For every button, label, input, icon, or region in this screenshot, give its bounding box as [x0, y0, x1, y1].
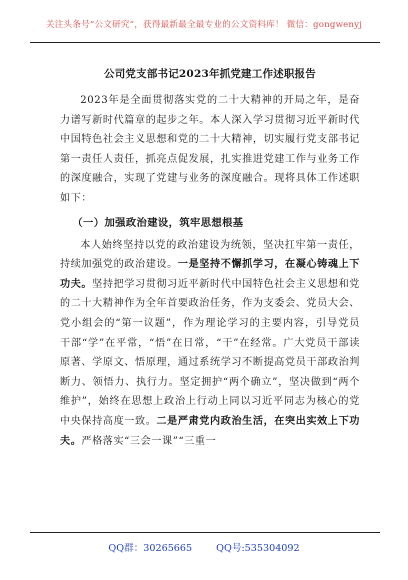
header-divider	[30, 42, 380, 43]
qq-group: QQ群：30265665	[108, 543, 193, 554]
bold-point-one: 一是坚持不懈抓学习，在凝心铸魂上下功夫。	[60, 259, 361, 290]
header-banner: 关注头条号“公文研究”，获得最新最全最专业的公文资料库！ 微信：gongwenyj	[45, 20, 363, 30]
paragraph-text: 严格落实“三会一课”“三重一	[81, 435, 217, 447]
footer-contact	[0, 540, 408, 554]
paragraph-text: 本人始终坚持以党的政治建设为统领，坚决扛牢第一责任，持续加强党的政治建设。	[60, 239, 360, 271]
paragraph-text: 坚持把学习贯彻习近平新时代中国特色社会主义思想和党的二十大精神作为全年首要政治任务，作为支委会、党员大会、党小组会的“第一议题”，作为理论学习的主要内容，引导党员干部“学”在平常，“悟”在日常，“干”在经常。广大党员干部读原著、学原文、悟原理，通过系统学习不断提高党员干部政治判断力、领悟力、执行力。坚定拥护“两个确立”，坚决做到“两个维护”，始终在思想上政治上行动上同以习近平同志为核心的党中央保持高度一致。	[60, 278, 360, 427]
document-title: 公司党支部书记2023年抓党建工作述职报告	[104, 68, 316, 80]
document-body	[60, 58, 360, 451]
qq-number: QQ号:535304092	[216, 543, 300, 554]
section-paragraph	[60, 236, 360, 452]
section-heading: （一）加强政治建设，筑牢思想根基	[72, 216, 244, 229]
intro-paragraph: 2023年是全面贯彻落实党的二十大精神的开局之年，是奋力谱写新时代篇章的起步之年。本人深入学习贯彻习近平新时代中国特色社会主义思想和党的二十大精神，切实履行党支部书记第一责任人责任，抓亮点促发展，扎实推进党建工作与业务工作的深度融合，实现了党建与业务的深度融合。现将具体工作述职如下：	[60, 95, 360, 204]
bold-point-two: 二是严肃党内政治生活，在突出实效上下功夫。	[60, 415, 360, 447]
footer-divider	[30, 532, 380, 533]
